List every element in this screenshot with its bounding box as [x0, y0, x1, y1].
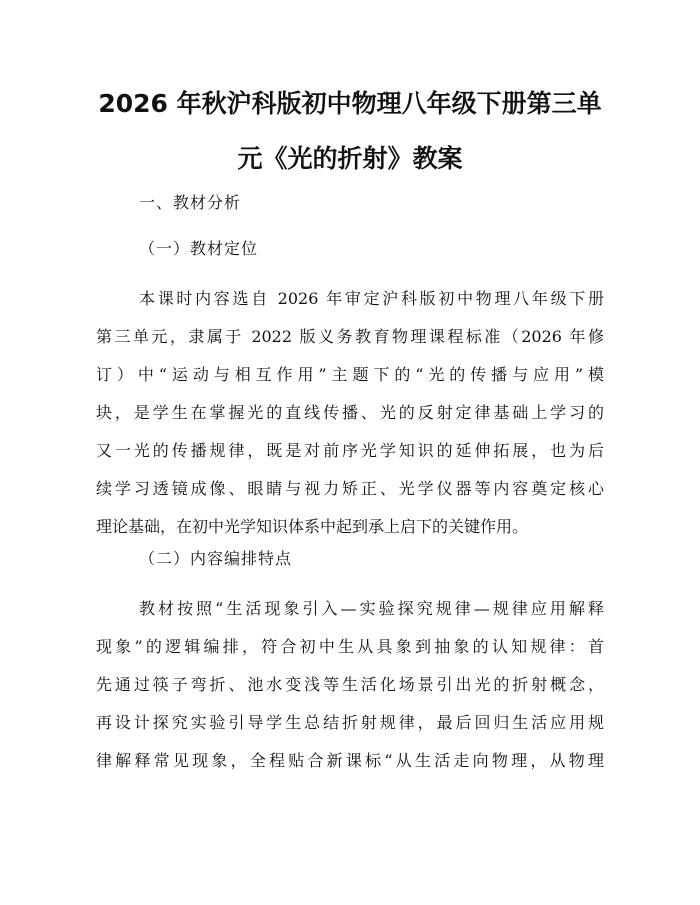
paragraph-1-line: 本课时内容选自 2026 年审定沪科版初中物理八年级下册	[139, 289, 604, 308]
paragraph-2-line: 先通过筷子弯折、池水变浅等生活化场景引出光的折射概念，	[96, 675, 604, 694]
document-title	[96, 76, 604, 186]
title-line-2: 元《光的折射》教案	[237, 144, 463, 173]
title-line-1: 2026 年秋沪科版初中物理八年级下册第三单	[98, 89, 602, 118]
paragraph-2-line: 再设计探究实验引导学生总结折射规律，最后回归生活应用规	[96, 713, 604, 732]
paragraph-1	[96, 280, 604, 546]
section-heading-1: 一、教材分析	[139, 193, 242, 212]
paragraph-2-line: 教材按照“生活现象引入—实验探究规律—规律应用解释	[139, 599, 604, 618]
paragraph-1-line: 又一光的传播规律，既是对前序光学知识的延伸拓展，也为后	[96, 441, 604, 460]
paragraph-2-line: 律解释常见现象，全程贴合新课标“从生活走向物理，从物理	[96, 751, 604, 770]
paragraph-1-line: 续学习透镜成像、眼睛与视力矫正、光学仪器等内容奠定核心	[96, 479, 604, 498]
paragraph-2	[96, 590, 604, 780]
paragraph-1-line: 第三单元，隶属于 2022 版义务教育物理课程标准（2026 年修	[96, 327, 604, 346]
paragraph-1-line: 理论基础，在初中光学知识体系中起到承上启下的关键作用。	[96, 517, 529, 536]
subsection-heading-2: （二）内容编排特点	[139, 549, 293, 568]
paragraph-1-line: 块，是学生在掌握光的直线传播、光的反射定律基础上学习的	[96, 403, 604, 422]
subsection-heading-1: （一）教材定位	[139, 239, 259, 258]
paragraph-1-line: 订）中“运动与相互作用”主题下的“光的传播与应用”模	[96, 365, 604, 384]
paragraph-2-line: 现象”的逻辑编排，符合初中生从具象到抽象的认知规律：首	[96, 637, 604, 656]
